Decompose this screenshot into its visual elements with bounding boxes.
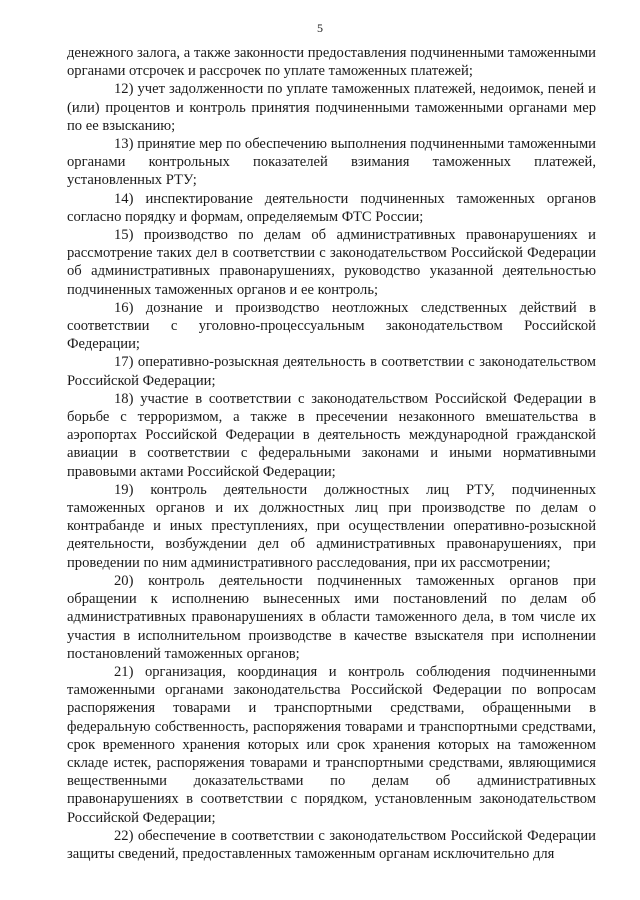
document-body	[67, 44, 596, 863]
paragraph-item-12: 12) учет задолженности по уплате таможенных платежей, недоимок, пеней и (или) процентов и контроль принятия подчиненными таможенными органами мер по ее взысканию;	[67, 81, 596, 134]
page-number: 5	[317, 21, 323, 35]
paragraph-item-21: 21) организация, координация и контроль соблюдения подчиненными таможенными органами законодательства Российской Федерации по вопросам распоряжения товарами и транспортными средствами, обращенными в федеральную собственность, распоряжения товарами и транспортными средствами, срок временного хранения которых или срок хранения которых на таможенном складе истек, распоряжения товарами и транспортными средствами, являющимися вещественными доказательствами по делам об административных правонарушениях в соответствии с порядком, установленным законодательством Российской Федерации;	[67, 663, 596, 826]
paragraph-continuation: денежного залога, а также законности предоставления подчиненными таможенными органами отсрочек и рассрочек по уплате таможенных платежей;	[67, 45, 596, 80]
paragraph-item-19: 19) контроль деятельности должностных лиц РТУ, подчиненных таможенных органов и их должностных лиц при производстве по делам о контрабанде и иных преступлениях, при осуществлении оперативно-розыскной деятельности, возбуждении дел об административных правонарушениях, при проведении по ним административного расследования, при их рассмотрении;	[67, 481, 596, 571]
paragraph-item-16: 16) дознание и производство неотложных следственных действий в соответствии с уголовно-процессуальным законодательством Российской Федерации;	[67, 299, 596, 353]
paragraph-item-14: 14) инспектирование деятельности подчиненных таможенных органов согласно порядку и формам, определяемым ФТС России;	[67, 190, 596, 225]
paragraph-item-20: 20) контроль деятельности подчиненных таможенных органов при обращении к исполнению вынесенных ими постановлений по делам об административных правонарушениях в области таможенного дела, в том числе их участия в исполнительном производстве в качестве взыскателя при исполнении постановлений таможенных органов;	[67, 572, 596, 662]
paragraph-item-15: 15) производство по делам об административных правонарушениях и рассмотрение таких дел в соответствии с законодательством Российской Федерации об административных правонарушениях, руководство указанной деятельностью подчиненных таможенных органов и ее контроль;	[67, 227, 596, 298]
paragraph-item-13: 13) принятие мер по обеспечению выполнения подчиненными таможенными органами контрольных показателей взимания таможенных платежей, установленных РТУ;	[67, 136, 596, 189]
paragraph-item-17: 17) оперативно-розыскная деятельность в соответствии с законодательством Российской Федерации;	[67, 354, 596, 389]
paragraph-item-22: 22) обеспечение в соответствии с законодательством Российской Федерации защиты сведений, предоставленных таможенным органам исключительно для	[67, 827, 596, 862]
paragraph-item-18: 18) участие в соответствии с законодательством Российской Федерации в борьбе с терроризмом, а также в пресечении незаконного вмешательства в аэропортах Российской Федерации в деятельность международной гражданской авиации в соответствии с федеральными законами и иными нормативными правовыми актами Российской Федерации;	[67, 390, 596, 480]
